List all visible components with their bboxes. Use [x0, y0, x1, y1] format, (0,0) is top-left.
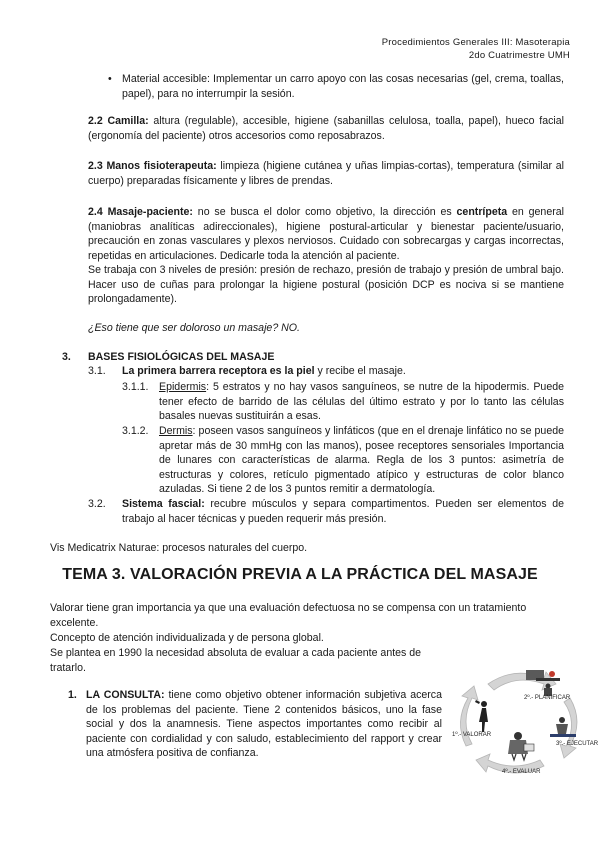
section-2-4-text-b: en general (maniobras analíticas adireccionales), higiene postural-articular y bienestar paciente/usuario, precaución en zonas vasculares y plexos nerviosos. Cuidado con sobrecargas y cargas incorrectas, repetidas en articulaciones. Dedicarle toda la atención al paciente. — [88, 206, 564, 262]
section-2-2 — [88, 114, 564, 143]
section-3-1-2-number: 3.1.2. — [122, 425, 149, 437]
cycle-label-planificar: 2º.- PLANIFICAR — [524, 695, 571, 701]
section-3-1-1-number: 3.1.1. — [122, 381, 149, 393]
section-3-1-text: y recibe el masaje. — [314, 365, 406, 377]
section-3-1-number: 3.1. — [88, 365, 106, 377]
consulta-label: LA CONSULTA: — [86, 689, 165, 701]
section-3-2-number: 3.2. — [88, 498, 106, 510]
section-2-4-label: 2.4 Masaje-paciente: — [88, 206, 193, 218]
cycle-label-evaluar: 4º.- EVALUAR — [502, 769, 541, 775]
section-3-1-2-text: : poseen vasos sanguíneos y linfáticos (que en el drenaje linfático no se puede apretar más de 30 mmHg con las manos), posee receptores sensoriales Importancia de lunares con características de alarma. Regla de los 3 puntos: asimetría de estructuras y colores, retículo pigmentado atípico y estructuras de color blanco azuladas. Si tiene 2 de los 3 puntos remitir a dermatología. — [159, 425, 564, 496]
section-2-3-text: limpieza (higiene cutánea y uñas limpias-cortas), temperatura (similar al cuerpo) preparadas físicamente y libres de prendas. — [88, 160, 564, 187]
consulta-paragraph — [86, 688, 442, 761]
consulta-number: 1. — [68, 689, 77, 701]
epidermis-term: Epidermis — [159, 381, 207, 393]
section-3-1 — [122, 364, 564, 379]
section-3-1-1-text: : 5 estratos y no hay vasos sanguíneos, se nutre de la hipodermis. Puede tener efecto de barrido de las células del último estrato y por lo tanto las células basales nuevas sustituirán a esas. — [159, 381, 564, 423]
section-3-title: BASES FISIOLÓGICAS DEL MASAJE — [88, 351, 275, 363]
section-2-4 — [88, 205, 564, 263]
vis-medicatrix-note: Vis Medicatrix Naturae: procesos naturales del cuerpo. — [50, 542, 308, 554]
cycle-arrows — [460, 672, 577, 773]
cycle-label-ejecutar: 3º.- EJECUTAR — [556, 741, 599, 747]
assessment-cycle-diagram — [452, 662, 599, 782]
person-figure-icon — [475, 700, 488, 732]
section-3-2 — [122, 497, 564, 526]
section-2-4-question: ¿Eso tiene que ser doloroso un masaje? NO. — [88, 322, 300, 334]
section-2-4-pressure: Se trabaja con 3 niveles de presión: presión de rechazo, presión de trabajo y presión de umbral bajo. Hacer uso de cuñas para prolongar la higiene postural (posición DCP es nociva si se mantiene prolongadamente). — [88, 264, 564, 306]
tema-title: TEMA 3. VALORACIÓN PREVIA A LA PRÁCTICA DEL MASAJE — [62, 566, 538, 583]
section-3-number: 3. — [62, 351, 71, 363]
section-2-2-text: altura (regulable), accesible, higiene (sabanillas celulosa, toalla, papel), hueco facial (ergonomía del paciente) otros accesorios como reposabrazos. — [88, 115, 564, 142]
header-course: Procedimientos Generales III: Masoterapia — [381, 37, 570, 48]
section-3-1-2 — [159, 424, 564, 497]
bullet-material: • Material accesible: Implementar un carro apoyo con las cosas necesarias (gel, crema, toallas, papel), para no interrumpir la sesión. — [122, 72, 564, 101]
intro-1990: Se plantea en 1990 la necesidad absoluta de evaluar a cada paciente antes de tratarlo. — [50, 647, 422, 674]
intro-importance: Valorar tiene gran importancia ya que una evaluación defectuosa no se compensa con un tratamiento excelente. — [50, 602, 527, 629]
centripeta-word: centrípeta — [456, 206, 508, 218]
section-3-2-text: recubre músculos y separa compartimentos. Pueden ser elementos de trabajo al hacer técnicas y pueden requerir más presión. — [122, 498, 564, 525]
section-2-3-label: 2.3 Manos fisioterapeuta: — [88, 160, 217, 172]
section-2-2-label: 2.2 Camilla: — [88, 115, 149, 127]
section-3-1-1 — [159, 380, 564, 424]
cycle-label-valorar: 1º.- VALORAR — [452, 732, 492, 738]
evaluation-figure-icon — [508, 732, 534, 760]
section-3-2-bold: Sistema fascial: — [122, 498, 205, 510]
page-header — [382, 36, 570, 62]
header-term: 2do Cuatrimestre UMH — [468, 50, 570, 61]
dermis-term: Dermis — [159, 425, 193, 437]
intro-concept: Concepto de atención individualizada y de persona global. — [50, 632, 324, 644]
section-3-1-bold: La primera barrera receptora es la piel — [122, 365, 315, 377]
section-2-4-text-a: no se busca el dolor como objetivo, la dirección es — [192, 206, 457, 218]
section-2-3 — [88, 159, 564, 188]
consulta-text: tiene como objetivo obtener información subjetiva acerca de los problemas del paciente. Tiene 2 contenidos básicos, uno la fase social y dos la anamnesis. Tiene aspectos importantes como recibir al paciente con cordialidad y con saludo, establecimiento del rapport y crear una atmósfera positiva de confianza. — [86, 689, 442, 760]
